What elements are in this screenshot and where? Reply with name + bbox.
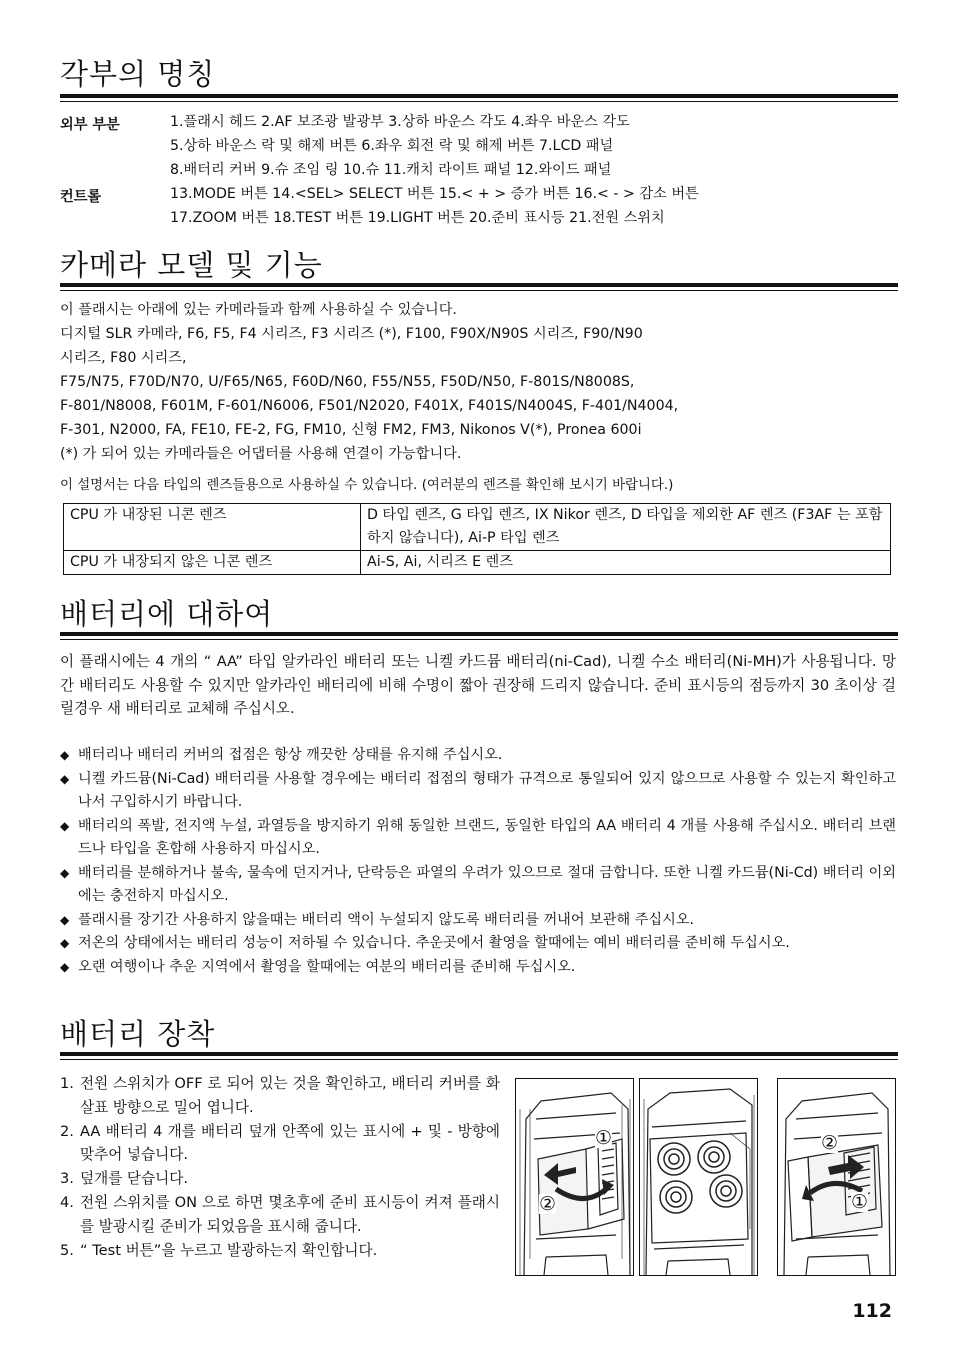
models-line: 디지털 SLR 카메라, F6, F5, F4 시리즈, F3 시리즈 (*), F100, F90X/N90S 시리즈, F90/N90 xyxy=(60,326,643,342)
lens-list-cell: D 타입 렌즈, G 타입 렌즈, IX Nikor 렌즈, D 타입을 제외한 AF 렌즈 (F3AF 는 포함하지 않습니다), Ai-P 타입 렌즈 xyxy=(361,504,891,551)
section-title-install: 배터리 장착 xyxy=(60,1017,216,1051)
models-intro: 이 플래시는 아래에 있는 카메라들과 함께 사용하실 수 있습니다. xyxy=(60,302,457,318)
illustration-insert-batteries xyxy=(639,1078,758,1276)
lens-note: 이 설명서는 다음 타입의 렌즈들용으로 사용하실 수 있습니다. (여러분의 렌즈를 확인해 보시기 바랍니다.) xyxy=(60,478,674,493)
illustration-open-cover xyxy=(515,1078,634,1276)
lens-type-cell: CPU 가 내장된 니콘 렌즈 xyxy=(64,504,361,551)
controls-label: 컨트롤 xyxy=(60,189,102,205)
list-item: ◆ 오랜 여행이나 추운 지역에서 촬영을 할때에는 여분의 배터리를 준비해 두십시오. xyxy=(60,956,896,980)
diamond-bullet-icon: ◆ xyxy=(60,959,70,974)
controls-line: 17.ZOOM 버튼 18.TEST 버튼 19.LIGHT 버튼 20.준비 표시등 21.전원 스위치 xyxy=(170,210,665,226)
list-item: ◆ 배터리나 배터리 커버의 접점은 항상 깨끗한 상태를 유지해 주십시오. xyxy=(60,744,896,768)
models-line: F-801/N8008, F601M, F-601/N6006, F501/N2020, F401X, F401S/N4004S, F-401/N4004, xyxy=(60,398,679,414)
list-item: 5. “ Test 버튼”을 누르고 발광하는지 확인합니다. xyxy=(60,1241,378,1259)
list-item: 2. AA 배터리 4 개를 배터리 덮개 안쪽에 있는 표시에 + 및 - 방향에 맞추어 넣습니다. xyxy=(60,1122,500,1164)
external-parts-line: 8.배터리 커버 9.슈 조임 링 10.슈 11.캐치 라이트 패널 12.와이드 패널 xyxy=(170,162,612,178)
battery-compartment-drawing xyxy=(640,1079,757,1275)
list-item: ◆ 배터리를 분해하거나 불속, 물속에 던지거나, 단락등은 파열의 우려가 있으므로 절대 금합니다. 또한 니켈 카드뮴(Ni-Cd) 배터리 이외에는 충전하지 마십시오. xyxy=(60,862,896,909)
lens-table xyxy=(63,503,891,575)
flash-body-drawing xyxy=(778,1079,895,1275)
section-rule xyxy=(60,1052,898,1056)
section-title-names: 각부의 명칭 xyxy=(60,57,216,91)
external-parts-label: 외부 부분 xyxy=(60,117,120,133)
battery-bullets xyxy=(60,744,896,979)
list-item: ◆ 니켈 카드뮴(Ni-Cad) 배터리를 사용할 경우에는 배터리 접점의 형태가 규격으로 통일되어 있지 않으므로 사용할 수 있는지 확인하고 나서 구입하시기 바랍니다. xyxy=(60,768,896,815)
list-item: ◆ 플래시를 장기간 사용하지 않을때는 배터리 액이 누설되지 않도록 배터리를 꺼내어 보관해 주십시오. xyxy=(60,909,896,933)
table-row xyxy=(64,551,891,575)
callout-marker: ① xyxy=(851,1191,869,1213)
diamond-bullet-icon: ◆ xyxy=(60,912,70,927)
diamond-bullet-icon: ◆ xyxy=(60,936,70,950)
diamond-bullet-icon: ◆ xyxy=(60,865,70,880)
install-steps xyxy=(60,1072,500,1262)
models-line: F-301, N2000, FA, FE10, FE-2, FG, FM10, 신형 FM2, FM3, Nikonos V(*), Pronea 600i xyxy=(60,422,642,438)
callout-marker: ② xyxy=(821,1132,839,1154)
table-row xyxy=(64,504,891,551)
page-number: 112 xyxy=(852,1300,892,1322)
list-item: 4. 전원 스위치를 ON 으로 하면 몇초후에 준비 표시등이 켜져 플래시를 발광시킬 준비가 되었음을 표시해 줍니다. xyxy=(60,1193,500,1235)
lens-type-cell: CPU 가 내장되지 않은 니콘 렌즈 xyxy=(64,551,361,575)
diamond-bullet-icon: ◆ xyxy=(60,818,70,833)
models-line: (*) 가 되어 있는 카메라들은 어댑터를 사용해 연결이 가능합니다. xyxy=(60,446,462,462)
diamond-bullet-icon: ◆ xyxy=(60,771,70,786)
section-rule xyxy=(60,94,898,98)
section-title-models: 카메라 모델 및 기능 xyxy=(60,248,323,282)
lens-list-cell: Ai-S, Ai, 시리즈 E 렌즈 xyxy=(361,551,891,575)
list-item: ◆ 저온의 상태에서는 배터리 성능이 저하될 수 있습니다. 추운곳에서 촬영을 할때에는 예비 배터리를 준비해 두십시오. xyxy=(60,932,896,956)
models-line: F75/N75, F70D/N70, U/F65/N65, F60D/N60, F55/N55, F50D/N50, F-801S/N8008S, xyxy=(60,374,635,390)
section-rule xyxy=(60,283,898,287)
list-item: 3. 덮개를 닫습니다. xyxy=(60,1170,188,1188)
callout-marker: ① xyxy=(595,1127,613,1149)
battery-intro: 이 플래시에는 4 개의 “ AA” 타입 알카라인 배터리 또는 니켈 카드뮴 배터리(ni-Cad), 니켈 수소 배터리(Ni-MH)가 사용됩니다. 망간 배터리도 사용할 수 있지만 알카라인 배터리에 비해 수명이 짧아 권장해 드리지 않습니다. 준비 표시등의 점등까지 30 초이상 걸릴경우 새 배터리로 교체해 주십시오. xyxy=(60,653,896,717)
flash-body-drawing xyxy=(516,1079,633,1275)
external-parts-line: 5.상하 바운스 락 및 해제 버튼 6.좌우 회전 락 및 해제 버튼 7.LCD 패널 xyxy=(170,138,614,154)
diamond-bullet-icon: ◆ xyxy=(60,748,70,762)
battery-illustrations xyxy=(515,1078,890,1276)
section-rule xyxy=(60,632,898,636)
controls-line: 13.MODE 버튼 14.<SEL> SELECT 버튼 15.< + > 증가 버튼 16.< - > 감소 버튼 xyxy=(170,186,699,202)
external-parts-line: 1.플래시 헤드 2.AF 보조광 발광부 3.상하 바운스 각도 4.좌우 바운스 각도 xyxy=(170,114,630,130)
models-line: 시리즈, F80 시리즈, xyxy=(60,350,187,366)
callout-marker: ② xyxy=(539,1193,557,1215)
list-item: ◆ 배터리의 폭발, 전지액 누설, 과열등을 방지하기 위해 동일한 브랜드, 동일한 타입의 AA 배터리 4 개를 사용해 주십시오. 배터리 브랜드나 타입을 혼합해 사용하지 마십시오. xyxy=(60,815,896,862)
section-title-battery: 배터리에 대하여 xyxy=(60,597,274,631)
illustration-close-cover xyxy=(777,1078,896,1276)
list-item: 1. 전원 스위치가 OFF 로 되어 있는 것을 확인하고, 배터리 커버를 화살표 방향으로 밀어 엽니다. xyxy=(60,1075,500,1116)
